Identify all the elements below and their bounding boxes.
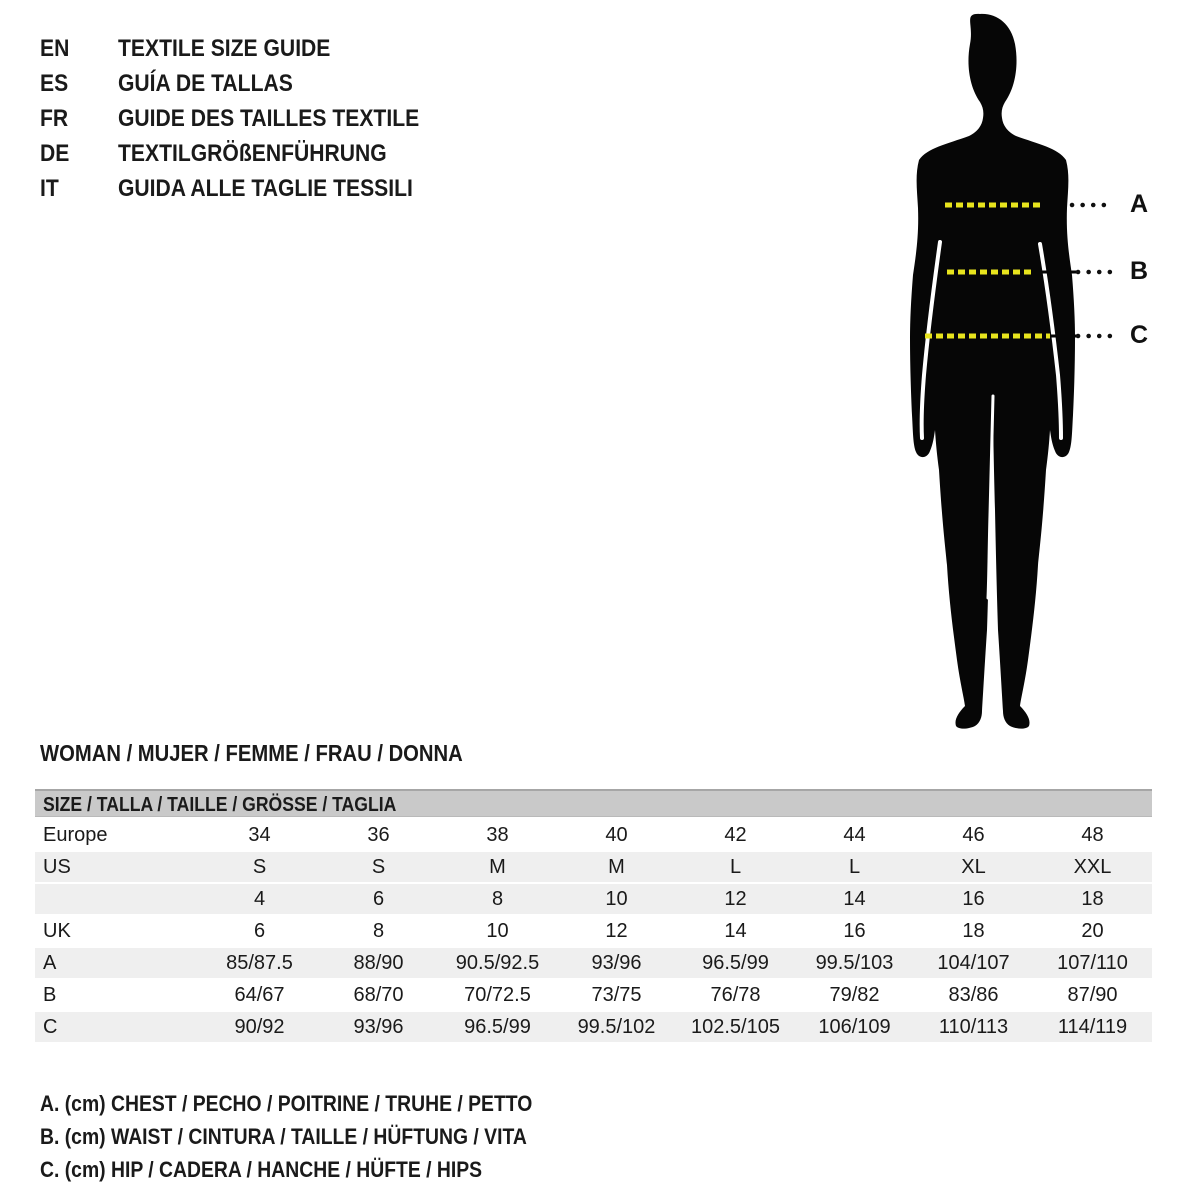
cell: L [848, 856, 861, 878]
cell: 18 [962, 920, 985, 942]
cell: 87/90 [1067, 984, 1118, 1006]
language-code: FR [40, 105, 69, 132]
cell: 104/107 [937, 952, 1010, 974]
legend-line-hip [40, 1153, 599, 1186]
cell: 44 [843, 824, 866, 846]
cell: 36 [367, 824, 390, 846]
language-title: GUIDA ALLE TAGLIE TESSILI [118, 175, 413, 202]
cell: 42 [724, 824, 747, 846]
table-row-chest-a [35, 948, 1152, 978]
cell: 106/109 [818, 1016, 891, 1038]
cell: 14 [724, 920, 747, 942]
cell: 48 [1081, 824, 1104, 846]
legend-waist-text: B. (cm) WAIST / CINTURA / TAILLE / HÜFTUNG / VITA [40, 1124, 527, 1149]
cell: 40 [605, 824, 628, 846]
cell: XL [961, 856, 986, 878]
row-label: Europe [43, 824, 108, 846]
language-title: GUIDE DES TAILLES TEXTILE [118, 105, 420, 132]
cell: 93/96 [353, 1016, 404, 1038]
cell: 14 [843, 888, 866, 910]
language-code: DE [40, 140, 70, 167]
table-row-waist-b [35, 980, 1152, 1010]
cell: 102.5/105 [691, 1016, 780, 1038]
cell: 12 [724, 888, 747, 910]
language-title: TEXTILGRÖßENFÜHRUNG [118, 140, 387, 167]
measure-label-hip: C [1129, 321, 1149, 349]
woman-silhouette-figure [880, 0, 1200, 740]
size-table-header-text: SIZE / TALLA / TAILLE / GRÖSSE / TAGLIA [43, 794, 397, 816]
table-row-us [35, 852, 1152, 882]
measurement-legend [40, 1087, 599, 1186]
size-table-header [35, 789, 1152, 817]
cell: 85/87.5 [226, 952, 293, 974]
language-code: IT [40, 175, 59, 202]
woman-silhouette [910, 14, 1075, 729]
language-title: GUÍA DE TALLAS [118, 70, 293, 97]
cell: S [252, 856, 267, 878]
cell: 83/86 [948, 984, 999, 1006]
legend-line-chest [40, 1087, 599, 1120]
cell: 99.5/102 [577, 1016, 656, 1038]
row-label: UK [43, 920, 71, 942]
table-row-us-numeric [35, 884, 1152, 914]
language-title: TEXTILE SIZE GUIDE [118, 35, 331, 62]
measure-label-waist: B [1129, 257, 1149, 285]
row-label: US [43, 856, 71, 878]
cell: 90/92 [234, 1016, 285, 1038]
cell: 90.5/92.5 [455, 952, 540, 974]
cell: 16 [962, 888, 985, 910]
cell: 6 [253, 920, 266, 942]
row-label: A [43, 952, 57, 974]
cell: 88/90 [353, 952, 404, 974]
cell: 114/119 [1057, 1016, 1128, 1038]
legend-line-waist [40, 1120, 599, 1153]
cell: 8 [372, 920, 385, 942]
cell: 46 [962, 824, 985, 846]
woman-silhouette-svg [880, 0, 1200, 740]
cell: 34 [248, 824, 271, 846]
cell: 79/82 [829, 984, 880, 1006]
language-row-en [40, 31, 460, 66]
cell: 4 [253, 888, 266, 910]
cell: 16 [843, 920, 866, 942]
language-row-fr [40, 101, 460, 136]
size-table [35, 789, 1152, 1044]
cell: 70/72.5 [464, 984, 531, 1006]
cell: 93/96 [591, 952, 642, 974]
language-row-it [40, 171, 460, 206]
cell: 12 [605, 920, 628, 942]
cell: S [371, 856, 386, 878]
cell: 110/113 [938, 1016, 1009, 1038]
language-code: ES [40, 70, 69, 97]
language-list [40, 31, 460, 206]
cell: 8 [491, 888, 504, 910]
cell: 96.5/99 [702, 952, 769, 974]
cell: XXL [1073, 856, 1112, 878]
cell: 76/78 [710, 984, 761, 1006]
legend-chest-text: A. (cm) CHEST / PECHO / POITRINE / TRUHE / PETTO [40, 1091, 533, 1116]
cell: 64/67 [234, 984, 285, 1006]
cell: 20 [1081, 920, 1104, 942]
section-title [40, 740, 520, 767]
cell: 73/75 [591, 984, 642, 1006]
cell: 6 [372, 888, 385, 910]
cell: M [608, 856, 625, 878]
legend-hip-text: C. (cm) HIP / CADERA / HANCHE / HÜFTE / HIPS [40, 1157, 483, 1182]
language-row-de [40, 136, 460, 171]
section-title-text: WOMAN / MUJER / FEMME / FRAU / DONNA [40, 740, 463, 766]
cell: 99.5/103 [815, 952, 894, 974]
row-label: C [43, 1016, 58, 1038]
cell: 10 [486, 920, 509, 942]
cell: 38 [486, 824, 509, 846]
cell: 107/110 [1057, 952, 1128, 974]
cell: 96.5/99 [464, 1016, 531, 1038]
cell: 68/70 [353, 984, 404, 1006]
cell: 10 [605, 888, 628, 910]
measure-label-chest: A [1129, 190, 1149, 218]
cell: M [489, 856, 506, 878]
table-row-hip-c [35, 1012, 1152, 1042]
table-row-europe [35, 820, 1152, 850]
row-label [35, 884, 200, 914]
row-label: B [43, 984, 57, 1006]
language-code: EN [40, 35, 70, 62]
language-row-es [40, 66, 460, 101]
cell: 18 [1081, 888, 1104, 910]
table-row-uk [35, 916, 1152, 946]
cell: L [729, 856, 742, 878]
